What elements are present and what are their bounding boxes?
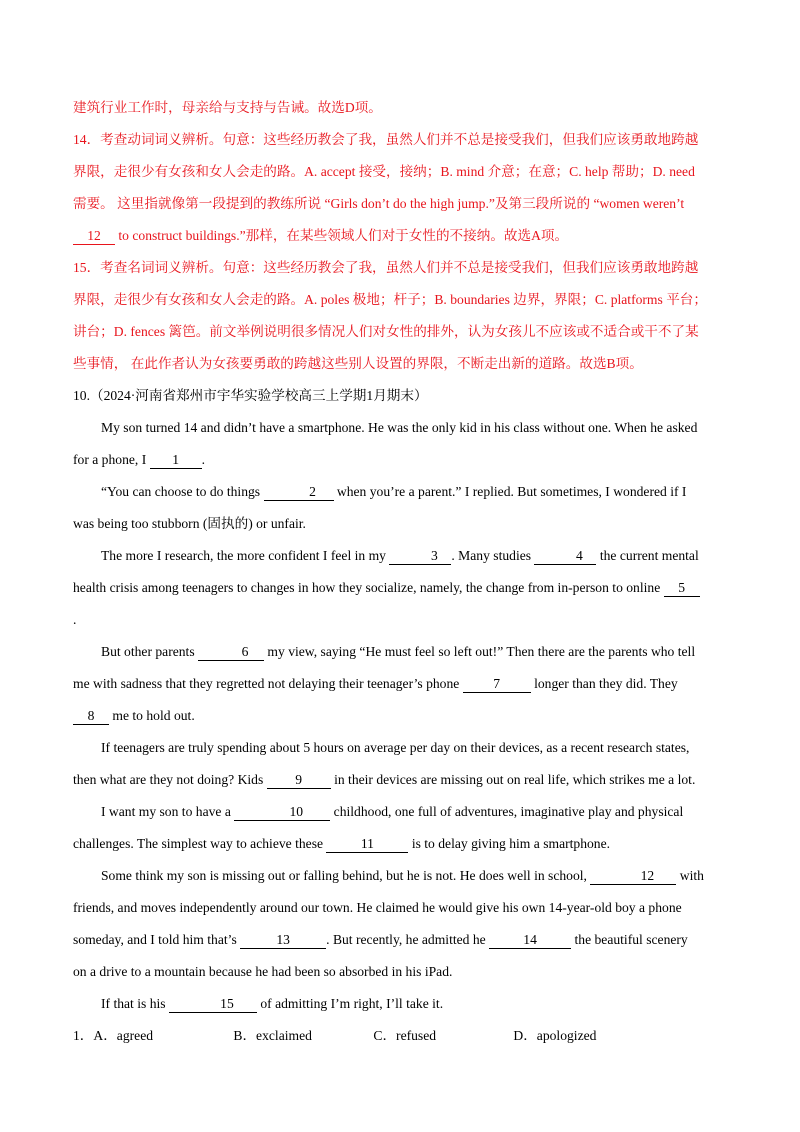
text: . Many studies xyxy=(451,548,535,563)
blank-9: 9 xyxy=(267,772,331,789)
text: longer than they did. They xyxy=(530,676,678,691)
blank-6: 6 xyxy=(198,644,264,661)
option-c[interactable]: C．refused xyxy=(373,1028,437,1043)
explanation-line: 建筑行业工作时，母亲给与支持与告诫。故选D项。 xyxy=(73,100,382,115)
passage-p7-line4: on a drive to a mountain because he had been so absorbed in his iPad. xyxy=(73,964,453,979)
blank-7: 7 xyxy=(463,676,531,693)
blank-12-red: 12 xyxy=(73,228,115,245)
text: I want my son to have a xyxy=(101,804,235,819)
passage-p3-line2 xyxy=(73,572,730,604)
passage-p1-line1: My son turned 14 and didn’t have a smartphone. He was the only kid in his class without one. When he asked xyxy=(101,420,698,435)
passage-p2-line1 xyxy=(73,476,730,508)
text: in their devices are missing out on real life, which strikes me a lot. xyxy=(330,772,696,787)
passage-p7-line3 xyxy=(73,924,730,956)
explanation-14-line2: 界限，走很少有女孩和女人会走的路。A. accept 接受，接纳；B. mind 介意；在意；C. help 帮助；D. need xyxy=(73,164,695,179)
passage-p1-line2 xyxy=(73,444,730,476)
explanation-15-line4: 些事情， 在此作者认为女孩要勇敢的跨越这些别人设置的界限，不断走出新的道路。故选B项。 xyxy=(73,356,643,371)
text: someday, and I told him that’s xyxy=(73,932,241,947)
text: Some think my son is missing out or falling behind, but he is not. He does well in school, xyxy=(101,868,591,883)
text: when you’re a parent.” I replied. But sometimes, I wondered if I xyxy=(333,484,687,499)
passage-p4-line3 xyxy=(73,700,730,732)
text: If that is his xyxy=(101,996,169,1011)
option-number: 1． xyxy=(73,1028,94,1043)
text: the beautiful scenery xyxy=(571,932,688,947)
passage-p2-line2: was being too stubborn (固执的) or unfair. xyxy=(73,516,306,531)
blank-11: 11 xyxy=(326,836,408,853)
text: childhood, one full of adventures, imaginative play and physical xyxy=(330,804,684,819)
passage-p7-line2: friends, and moves independently around our town. He claimed he would give his own 14-year-old boy a phone xyxy=(73,900,682,915)
option-b[interactable]: B．exclaimed xyxy=(233,1028,312,1043)
explanation-14-line3: 需要。 这里指就像第一段提到的教练所说 “Girls don’t do the high jump.”及第三段所说的 “women weren’t xyxy=(73,196,685,211)
text: me with sadness that they regretted not delaying their teenager’s phone xyxy=(73,676,463,691)
blank-5: 5 xyxy=(664,580,700,597)
option-a[interactable]: A．agreed xyxy=(93,1028,154,1043)
text: of admitting I’m right, I’ll take it. xyxy=(256,996,444,1011)
blank-13: 13 xyxy=(240,932,326,949)
document-page xyxy=(73,92,730,1052)
passage-p5-line1: If teenagers are truly spending about 5 hours on average per day on their devices, as a recent research states, xyxy=(101,740,690,755)
text: But other parents xyxy=(101,644,199,659)
blank-2: 2 xyxy=(264,484,334,501)
explanation-14-line4-text: to construct buildings.”那样，在某些领域人们对于女性的不接纳。故选A项。 xyxy=(115,228,569,243)
passage-p3-line1 xyxy=(73,540,730,572)
text: for a phone, I xyxy=(73,452,150,467)
explanation-14-line1: 14．考查动词词义辨析。句意：这些经历教会了我，虽然人们并不总是接受我们，但我们应该勇敢地跨越 xyxy=(73,132,699,147)
explanation-15-line1: 15．考查名词词义辨析。句意：这些经历教会了我，虽然人们并不总是接受我们，但我们应该勇敢地跨越 xyxy=(73,260,699,275)
text: then what are they not doing? Kids xyxy=(73,772,267,787)
options-row-1 xyxy=(73,1020,730,1052)
explanation-15-line3: 讲台；D. fences 篱笆。前文举例说明很多情况人们对女性的排外，认为女孩儿不应该或不适合或干不了某 xyxy=(73,324,699,339)
question-heading: 10.（2024·河南省郑州市宇华实验学校高三上学期1月期末） xyxy=(73,388,428,403)
text: health crisis among teenagers to changes in how they socialize, namely, the change from in-person to online xyxy=(73,580,664,595)
text: “You can choose to do things xyxy=(101,484,264,499)
text: . xyxy=(201,452,206,467)
passage-p6-line1 xyxy=(73,796,730,828)
blank-15: 15 xyxy=(169,996,257,1013)
text: is to delay giving him a smartphone. xyxy=(408,836,611,851)
explanation-15-line2: 界限，走很少有女孩和女人会走的路。A. poles 极地；杆子；B. boundaries 边界，界限；C. platforms 平台； xyxy=(73,292,707,307)
text: the current mental xyxy=(596,548,699,563)
text: challenges. The simplest way to achieve these xyxy=(73,836,327,851)
blank-10: 10 xyxy=(234,804,330,821)
passage-p4-line2 xyxy=(73,668,730,700)
option-d[interactable]: D．apologized xyxy=(513,1028,597,1043)
passage-p6-line2 xyxy=(73,828,730,860)
text: me to hold out. xyxy=(109,708,195,723)
blank-14: 14 xyxy=(489,932,571,949)
explanation-14-line4 xyxy=(73,220,730,252)
text: . But recently, he admitted he xyxy=(326,932,490,947)
blank-8: 8 xyxy=(73,708,109,725)
passage-p3-line3: . xyxy=(73,612,77,627)
passage-p8-line1 xyxy=(73,988,730,1020)
text: with xyxy=(676,868,704,883)
passage-p7-line1 xyxy=(73,860,730,892)
passage-p4-line1 xyxy=(73,636,730,668)
passage-p5-line2 xyxy=(73,764,730,796)
text: my view, saying “He must feel so left out!” Then there are the parents who tell xyxy=(264,644,696,659)
text: The more I research, the more confident I feel in my xyxy=(101,548,390,563)
blank-4: 4 xyxy=(534,548,596,565)
blank-1: 1 xyxy=(150,452,202,469)
blank-12: 12 xyxy=(590,868,676,885)
blank-3: 3 xyxy=(389,548,451,565)
